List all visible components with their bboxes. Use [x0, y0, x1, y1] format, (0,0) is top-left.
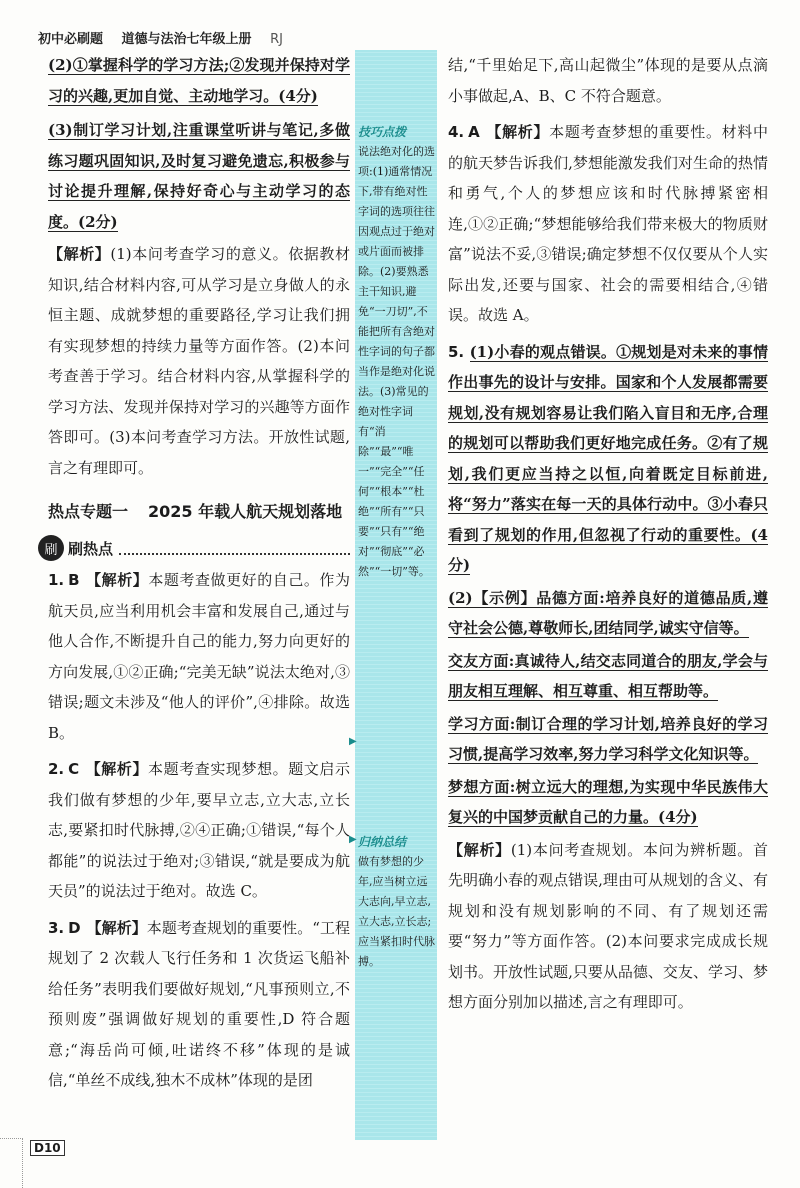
answer-part-3: (3)制订学习计划,注重课堂听讲与笔记,多做练习题巩固知识,及时复习避免遗忘,积极参与讨论提升理解,保持好奇心与主动学习的态度。(2分) [48, 121, 350, 231]
question-5-study: 学习方面:制订合理的学习计划,培养良好的学习习惯,提高学习效率,努力学习科学文化知识等。 [448, 714, 768, 763]
book-title: 道德与法治七年级上册 [121, 32, 252, 47]
analysis-paragraph: 【解析】(1)本问考查学习的意义。依据教材知识,结合材料内容,可从学习是立身做人的永恒主题、成就梦想的重要路径,学习让我们拥有实现梦想的持续力量等方面作答。(2)本问考查善于学习。结合材料内容,从掌握科学的学习方法、发现并保持对学习的兴趣等方面作答即可。(3)本问考查学习方法。开放性试题,言之有理即可。 [48, 245, 350, 477]
brush-icon: 刷 [38, 535, 64, 561]
tips-sidebar [349, 50, 437, 1140]
summary-title: 归纳总结 [358, 835, 407, 849]
topic-heading: 热点专题一 2025 年载人航天规划落地 [48, 502, 343, 521]
left-column [44, 50, 350, 1096]
page-header [38, 28, 297, 47]
summary-text: 做有梦想的少年,应当树立远大志向,早立志,立大志,立长志;应当紧扣时代脉搏。 [358, 855, 435, 968]
question-2: 2. C 【解析】本题考查实现梦想。题文启示我们做有梦想的少年,要早立志,立大志,立长志,要紧扣时代脉搏,②④正确;①错误,“每个人都能”的说法过于绝对;③错误,“就是要成为航天员”的说法过于绝对。故选 C。 [48, 760, 350, 900]
summary-box [358, 832, 436, 972]
question-5-analysis: 【解析】(1)本问考查规划。本问为辨析题。首先明确小春的观点错误,理由可从规划的含义、有规划和没有规划影响的不同、有了规划还需要“努力”等方面作答。(2)本问要求完成成长规划书。开放性试题,只要从品德、交友、学习、梦想方面分别加以描述,言之有理即可。 [448, 840, 768, 1011]
right-column [448, 50, 768, 1018]
question-1: 1. B 【解析】本题考查做更好的自己。作为航天员,应当利用机会丰富和发展自己,通过与他人合作,不断提升自己的能力,努力向更好的方向发展,①②正确;“完美无缺”说法太绝对,③错误;题文未涉及“他人的评价”,④排除。故选 B。 [48, 571, 350, 742]
hot-section-banner [38, 535, 350, 561]
page-number: D10 [30, 1140, 65, 1156]
question-5-part-2: (2)【示例】品德方面:培养良好的道德品质,遵守社会公德,尊敬师长,团结同学,诚实守信等。 [448, 588, 768, 637]
edition-tag: RJ [270, 32, 283, 47]
hot-label: 刷热点 [68, 539, 114, 558]
pointer-arrow-icon: ▶ [349, 736, 357, 747]
series-name: 初中必刷题 [38, 32, 104, 47]
question-5-part-1: 5. (1)小春的观点错误。①规划是对未来的事情作出事先的设计与安排。国家和个人发展都需要规划,没有规划容易让我们陷入盲目和无序,合理的规划可以帮助我们更好地完成任务。②有了规划,我们更应当持之以恒,向着既定目标前进,将“努力”落实在每一天的具体行动中。③小春只看到了规划的作用,但忽视了行动的重要性。(4分) [448, 342, 768, 574]
answer-part-2: (2)①掌握科学的学习方法;②发现并保持对学习的兴趣,更加自觉、主动地学习。(4分) [48, 56, 350, 105]
tip-box [358, 122, 436, 582]
question-3: 3. D 【解析】本题考查规划的重要性。“工程规划了 2 次载人飞行任务和 1 次货运飞船补给任务”表明我们要做好规划,“凡事预则立,不预则废”强调做好规划的重要性,D 符合题意;“海岳尚可倾,吐诺终不移”体现的是诚信,“单丝不成线,独木不成林”体现的是团 [48, 918, 350, 1089]
question-5-friends: 交友方面:真诚待人,结交志同道合的朋友,学会与朋友相互理解、相互尊重、相互帮助等。 [448, 651, 768, 700]
question-4: 4. A 【解析】本题考查梦想的重要性。材料中的航天梦告诉我们,梦想能激发我们对生命的热情和勇气,个人的梦想应该和时代脉搏紧密相连,①②正确;“梦想能够给我们带来极大的物质财富”说法不妥,③错误;确定梦想不仅仅要从个人实际出发,还要与国家、社会的需要相结合,④错误。故选 A。 [448, 123, 768, 324]
dotted-divider [119, 541, 350, 555]
tip-text: 说法绝对化的选项:(1)通常情况下,带有绝对性字词的选项往往因观点过于绝对或片面而被排除。(2)要熟悉主干知识,避免“一刀切”,不能把所有含绝对性字词的句子都当作是绝对化说法。(3)常见的绝对性字词有“消除”“最”“唯一”“完全”“任何”“根本”“杜绝”“所有”“只要”“只有”“绝对”“彻底”“必然”“一切”等。 [358, 145, 435, 578]
question-3-continued: 结,“千里始足下,高山起微尘”体现的是要从点滴小事做起,A、B、C 不符合题意。 [448, 56, 768, 105]
page-corner-marker [0, 1138, 23, 1188]
question-5-dream: 梦想方面:树立远大的理想,为实现中华民族伟大复兴的中国梦贡献自己的力量。(4分) [448, 777, 768, 826]
tip-title: 技巧点拨 [358, 125, 407, 139]
pointer-arrow-icon: ▶ [349, 834, 357, 845]
